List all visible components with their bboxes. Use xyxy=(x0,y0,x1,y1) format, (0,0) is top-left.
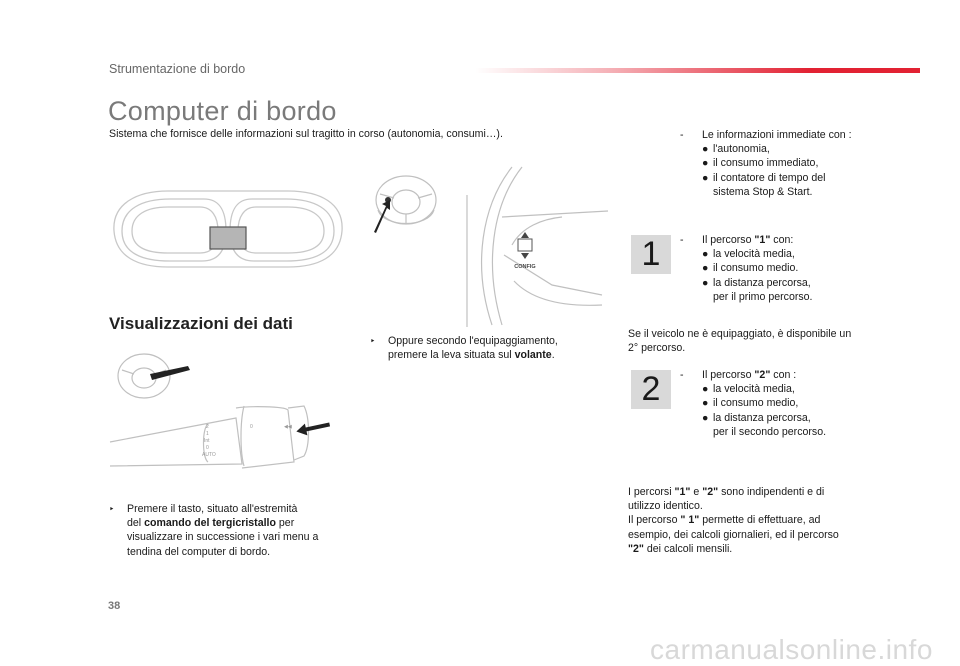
equipped-note: Se il veicolo ne è equipaggiato, è disponibile un 2° percorso. xyxy=(628,328,852,355)
intro-text: Sistema che fornisce delle informazioni sul tragitto in corso (autonomia, consumi…). xyxy=(109,128,503,140)
section-header: Strumentazione di bordo xyxy=(109,62,246,76)
svg-text:2: 2 xyxy=(206,424,209,430)
trip-2-icon: 2 xyxy=(631,370,671,409)
list-item: per il primo percorso. xyxy=(713,290,813,303)
wiper-stalk-illustration xyxy=(108,398,340,472)
list-item: sistema Stop & Start. xyxy=(713,185,813,198)
steering-wheel-stalk-illustration xyxy=(110,348,192,404)
list-item: ● il consumo medio, xyxy=(702,397,799,410)
instruction-wheel xyxy=(370,334,600,362)
instruction-arrow-icon: ‣ xyxy=(109,504,115,514)
list-item: ● l'autonomia, xyxy=(702,143,770,156)
list-item: per il secondo percorso. xyxy=(713,425,827,438)
trip-2-info xyxy=(680,368,920,439)
stalk-line-3: visualizzare in successione i vari menu a xyxy=(127,531,319,544)
dash: - xyxy=(680,234,684,246)
steering-wheel-detail xyxy=(462,165,610,327)
list-item: ● la velocità media, xyxy=(702,383,795,396)
list-item: ● la distanza percorsa, xyxy=(702,411,811,424)
instruction-arrow-icon: ‣ xyxy=(370,336,376,346)
dash: - xyxy=(680,369,684,381)
instruction-stalk xyxy=(109,502,349,559)
svg-text:0: 0 xyxy=(250,424,253,430)
stalk-line-4: tendina del computer di bordo. xyxy=(127,545,271,558)
wheel-line-1: Oppure secondo l'equipaggiamento, xyxy=(388,335,558,347)
stalk-line-2: del comando del tergicristallo per xyxy=(127,517,295,530)
list-item: ● il consumo immediato, xyxy=(702,157,819,170)
list-item: ● la velocità media, xyxy=(702,248,795,261)
steering-wheel-illustration xyxy=(370,170,442,236)
immediate-heading: Le informazioni immediate con : xyxy=(702,129,852,141)
list-item: ● il contatore di tempo del xyxy=(702,171,826,184)
header-accent-bar xyxy=(475,68,920,73)
trip-1-heading: Il percorso "1" con: xyxy=(702,234,794,246)
list-item: ● il consumo medio. xyxy=(702,262,799,275)
stalk-line-1: Premere il tasto, situato all'estremità xyxy=(127,503,298,515)
watermark: carmanualsonline.info xyxy=(650,634,933,665)
svg-text:AUTO: AUTO xyxy=(202,452,216,458)
page-title: Computer di bordo xyxy=(108,96,337,126)
trip-2-heading: Il percorso "2" con : xyxy=(702,369,797,381)
dash: - xyxy=(680,129,684,141)
config-label: CONFIG xyxy=(514,264,536,270)
list-item: ● la distanza percorsa, xyxy=(702,276,811,289)
immediate-info xyxy=(680,128,920,199)
svg-text:0: 0 xyxy=(206,445,209,451)
page-number: 38 xyxy=(108,600,121,612)
section-heading: Visualizzazioni dei dati xyxy=(109,314,293,333)
trip-1-icon: 1 xyxy=(631,235,671,274)
trip-1-info xyxy=(680,233,920,304)
svg-text:Int: Int xyxy=(204,438,210,444)
svg-text:1: 1 xyxy=(206,431,209,437)
trips-footer-note: I percorsi "1" e "2" sono indipendenti e di utilizzo identico. Il percorso " 1" permette di effettuare, ad esempio, dei calcoli giornalieri, ed il percorso "2" dei calcoli mensili. xyxy=(628,486,839,555)
instrument-cluster-illustration xyxy=(108,183,348,273)
wheel-line-2: premere la leva situata sul volante. xyxy=(388,349,555,362)
svg-text:◀◀: ◀◀ xyxy=(284,424,292,430)
